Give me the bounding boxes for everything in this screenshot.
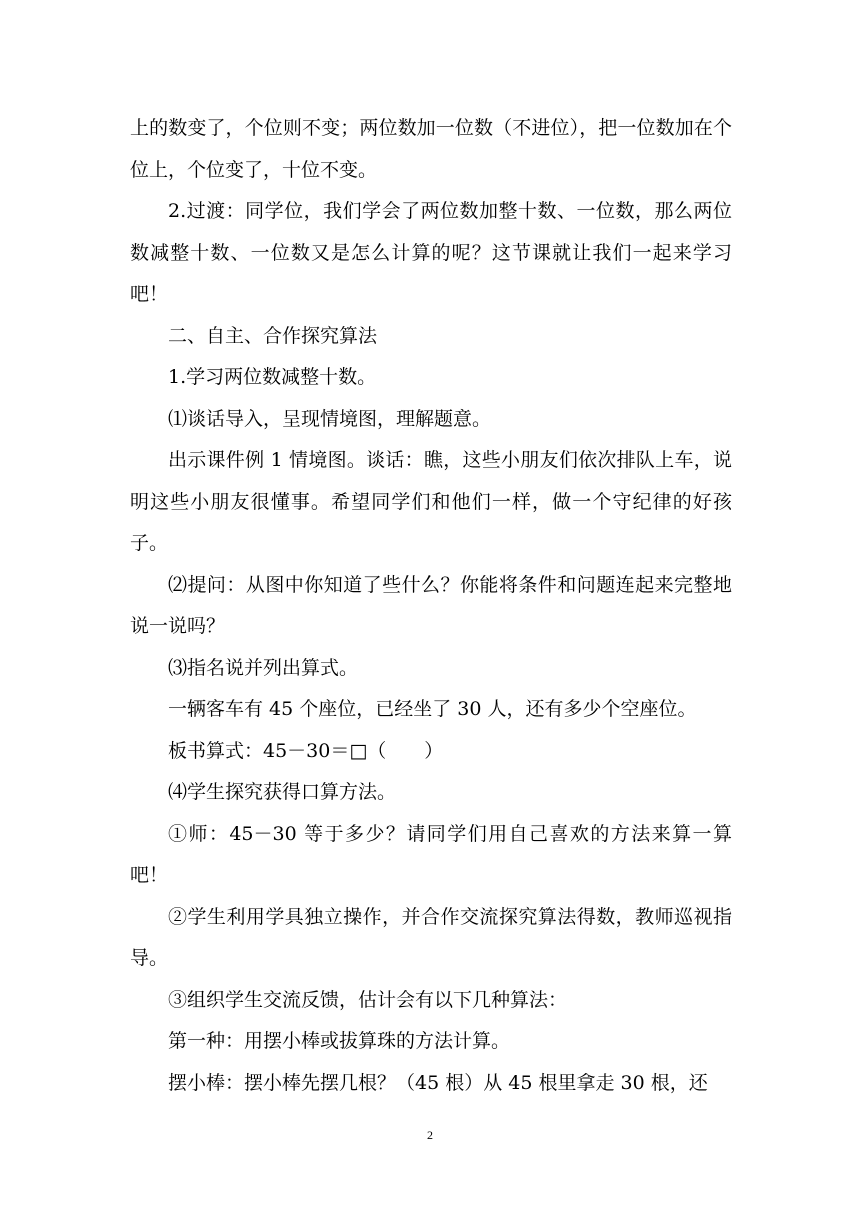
paragraph: 摆小棒：摆小棒先摆几根？（45 根）从 45 根里拿走 30 根，还 <box>168 1071 708 1094</box>
paragraph: 第一种：用摆小棒或拔算珠的方法计算。 <box>168 1030 511 1052</box>
page-number: 2 <box>427 1128 433 1142</box>
paragraph: ⑶指名说并列出算式。 <box>168 656 359 679</box>
paragraph: 2.过渡：同学位，我们学会了两位数加整十数、一位数，那么两位数减整十数、一位数又是怎么计算的呢？这节课就让我们一起来学习吧！ <box>130 200 732 305</box>
paragraph: ③组织学生交流反馈，估计会有以下几种算法： <box>168 988 568 1011</box>
paragraph: 板书算式：45－30＝□（ ） <box>168 739 444 762</box>
section-heading: 二、自主、合作探究算法 <box>168 324 378 347</box>
paragraph: 一辆客车有 45 个座位，已经坐了 30 人，还有多少个空座位。 <box>168 698 697 720</box>
paragraph: ⑴谈话导入，呈现情境图，理解题意。 <box>168 407 492 430</box>
paragraph: ⑷学生探究获得口算方法。 <box>168 781 397 803</box>
paragraph: 出示课件例 1 情境图。谈话：瞧，这些小朋友们依次排队上车，说明这些小朋友很懂事。希望同学们和他们一样，做一个守纪律的好孩子。 <box>130 449 732 554</box>
paragraph: ②学生利用学具独立操作，并合作交流探究算法得数，教师巡视指导。 <box>130 905 732 969</box>
paragraph: ⑵提问：从图中你知道了些什么？你能将条件和问题连起来完整地说一说吗？ <box>130 573 732 637</box>
document-body <box>130 108 732 1104</box>
paragraph: 上的数变了，个位则不变；两位数加一位数（不进位），把一位数加在个位上，个位变了，十位不变。 <box>130 117 732 181</box>
subsection-heading: 1.学习两位数减整十数。 <box>168 366 377 388</box>
paragraph: ①师：45－30 等于多少？请同学们用自己喜欢的方法来算一算吧！ <box>130 822 732 886</box>
